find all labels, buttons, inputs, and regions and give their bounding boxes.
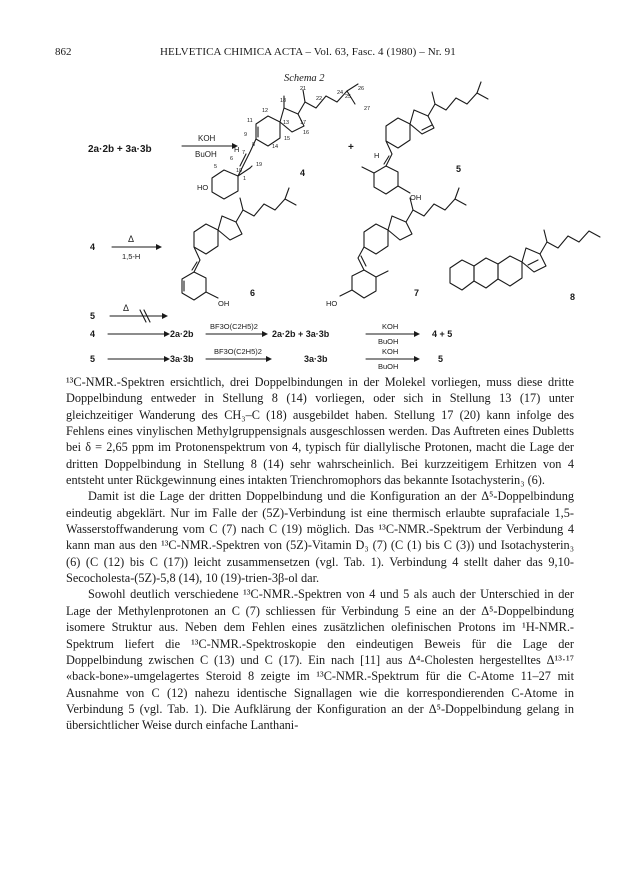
plus-sign: + (348, 142, 354, 153)
svg-text:1: 1 (243, 176, 247, 182)
eq2-product-2: 2a·2b + 3a·3b (272, 329, 330, 339)
svg-text:24: 24 (337, 90, 344, 96)
page-number: 862 (55, 46, 72, 58)
paragraph-1: ¹³C-NMR.-Spektren ersichtlich, drei Doppelbindungen in der Molekel vorliegen, muss diese dritte Doppelbindung entweder in Stellung 8 (14) vorliegen, oder sich in Stellung 13 (17) unter gleichzeitiger Wanderung des CH₃–C (18) ausgebildet haben. Stellung 17 (20) kann infolge des Fehlens eines vinylischen Methylgruppensignals ausgeschlossen werden. Das Auftreten eines Dubletts bei δ = 2,65 ppm im Protonenspektrum von 4, typisch für diallylische Protonen, macht die Lage der dritten Doppelbindung in Stellung 8 (14) sehr wahrscheinlich. Bei kurzzeitigem Erhitzen von 4 entsteht unter Rückgewinnung eines intakten Trienchromophors das bekannte Isotachysterin₃ (6). (66, 375, 574, 488)
schema-title: Schema 2 (284, 73, 325, 84)
paragraph-3: Sowohl deutlich verschiedene ¹³C-NMR.-Spektren von 4 und 5 als auch der Unterschied in der Lage der Methylenprotonen an C (7) schliessen für Verbindung 5 eine an der Δ⁵-Doppelbindung isomere Struktur aus. Neben dem Fehlen eines zusätzlichen olefinischen Protons im ¹H-NMR.-Spektrum liefert die ¹³C-NMR.-Spektroskopie den eindeutigen Beweis für die Lage der Doppelbindung zwischen C (13) und C (17). Ein nach [11] aus Δ⁴-Cholesten hergestelltes Δ¹³·¹⁷ «back-bone»-umgelagertes Steroid 8 zeigte im ¹³C-NMR.-Spektrum für die C-Atome 11–27 mit Ausnahme von C (12) nahezu identische Signallagen wie die korrespondierenden C-Atome in Verbindung 5 (vgl. Tab. 1). Die Aufklärung der Konfiguration an der Δ⁵-Doppelbindung gelang in übersichtlicher Weise durch einfache Lanthani- (66, 587, 574, 733)
eq3-reagent-buoh: BuOH (378, 362, 399, 371)
eq3-product-2: 3a·3b (304, 354, 328, 364)
svg-text:14: 14 (272, 144, 279, 150)
eq2-reagent-buoh: BuOH (378, 337, 399, 346)
arrow-shift-label: 1,5-H (122, 252, 141, 261)
reactants-text: 2a·2b + 3a·3b (88, 144, 152, 155)
svg-text:25: 25 (345, 94, 352, 100)
compound-8-structure (450, 230, 600, 290)
svg-text:19: 19 (256, 162, 263, 168)
eq3-product-1: 3a·3b (170, 354, 194, 364)
svg-text:17: 17 (300, 120, 307, 126)
eq3-start: 5 (90, 354, 96, 364)
svg-text:12: 12 (262, 108, 269, 114)
eq2-reagent-bf3: BF3O(C2H5)2 (210, 322, 258, 331)
label-compound-8: 8 (570, 292, 576, 302)
running-head: HELVETICA CHIMICA ACTA – Vol. 63, Fasc. 4 (1980) – Nr. 91 (160, 46, 456, 58)
svg-text:5: 5 (214, 164, 218, 170)
svg-text:7: 7 (242, 150, 246, 156)
compound-6-structure (182, 188, 296, 300)
label-compound-7: 7 (414, 288, 420, 298)
svg-text:21: 21 (300, 86, 307, 92)
svg-text:16: 16 (303, 130, 310, 136)
body-text (66, 374, 574, 734)
compound-5-structure (362, 82, 488, 194)
label-oh-6: OH (218, 299, 230, 308)
label-compound-6: 6 (250, 288, 256, 298)
row2-start-label: 4 (90, 242, 96, 252)
reagent-koh: KOH (198, 134, 216, 143)
eq3-reagent-bf3: BF3O(C2H5)2 (214, 347, 262, 356)
paragraph-2: Damit ist die Lage der dritten Doppelbindung und die Konfiguration an der Δ⁵-Doppelbindung eindeutig abgeklärt. Nur im Falle der (5Z)-Verbindung ist eine thermisch erlaubte suprafaciale 1,5-Wasserstoffwanderung vom C (7) nach C (19) möglich. Das ¹³C-NMR.-Spektrum der Verbindung 4 kann man aus den ¹³C-NMR.-Spektren von (5Z)-Vitamin D₃ (7) (C (1) bis C (3)) und Isotachysterin₃ (6) (C (12) bis C (17)) leicht zusammensetzen (vgl. Tab. 1). Verbindung 4 stellt daher das 9,10-Secocholesta-(5Z)-5,8 (14), 10 (19)-trien-3β-ol dar. (66, 489, 574, 586)
label-h-5: H (374, 151, 380, 160)
label-compound-5: 5 (456, 164, 462, 174)
label-h-4: H (234, 145, 240, 154)
eq1-start: 5 (90, 311, 96, 321)
svg-text:26: 26 (358, 86, 365, 92)
svg-text:10: 10 (236, 168, 243, 174)
svg-text:6: 6 (230, 156, 234, 162)
label-compound-4: 4 (300, 168, 306, 178)
svg-text:8: 8 (252, 142, 256, 148)
svg-text:15: 15 (284, 136, 291, 142)
svg-text:27: 27 (364, 106, 371, 112)
eq2-start: 4 (90, 329, 96, 339)
svg-text:9: 9 (244, 132, 248, 138)
svg-text:11: 11 (247, 118, 253, 124)
label-ho-7: HO (326, 299, 338, 308)
eq3-reagent-koh: KOH (382, 347, 399, 356)
reaction-scheme (0, 0, 627, 380)
label-oh-5: OH (410, 193, 422, 202)
compound-7-structure (340, 188, 466, 298)
eq3-product-3: 5 (438, 354, 444, 364)
reagent-buoh: BuOH (195, 150, 217, 159)
eq2-product-1: 2a·2b (170, 329, 194, 339)
arrow-delta-label: Δ (128, 234, 135, 244)
label-ho-4: HO (197, 183, 209, 192)
eq2-reagent-koh: KOH (382, 322, 399, 331)
svg-text:22: 22 (316, 96, 323, 102)
eq2-product-3: 4 + 5 (432, 329, 453, 339)
svg-text:13: 13 (283, 120, 290, 126)
eq1-delta: Δ (123, 303, 130, 313)
atom-numbers (214, 86, 370, 182)
svg-text:18: 18 (280, 98, 287, 104)
